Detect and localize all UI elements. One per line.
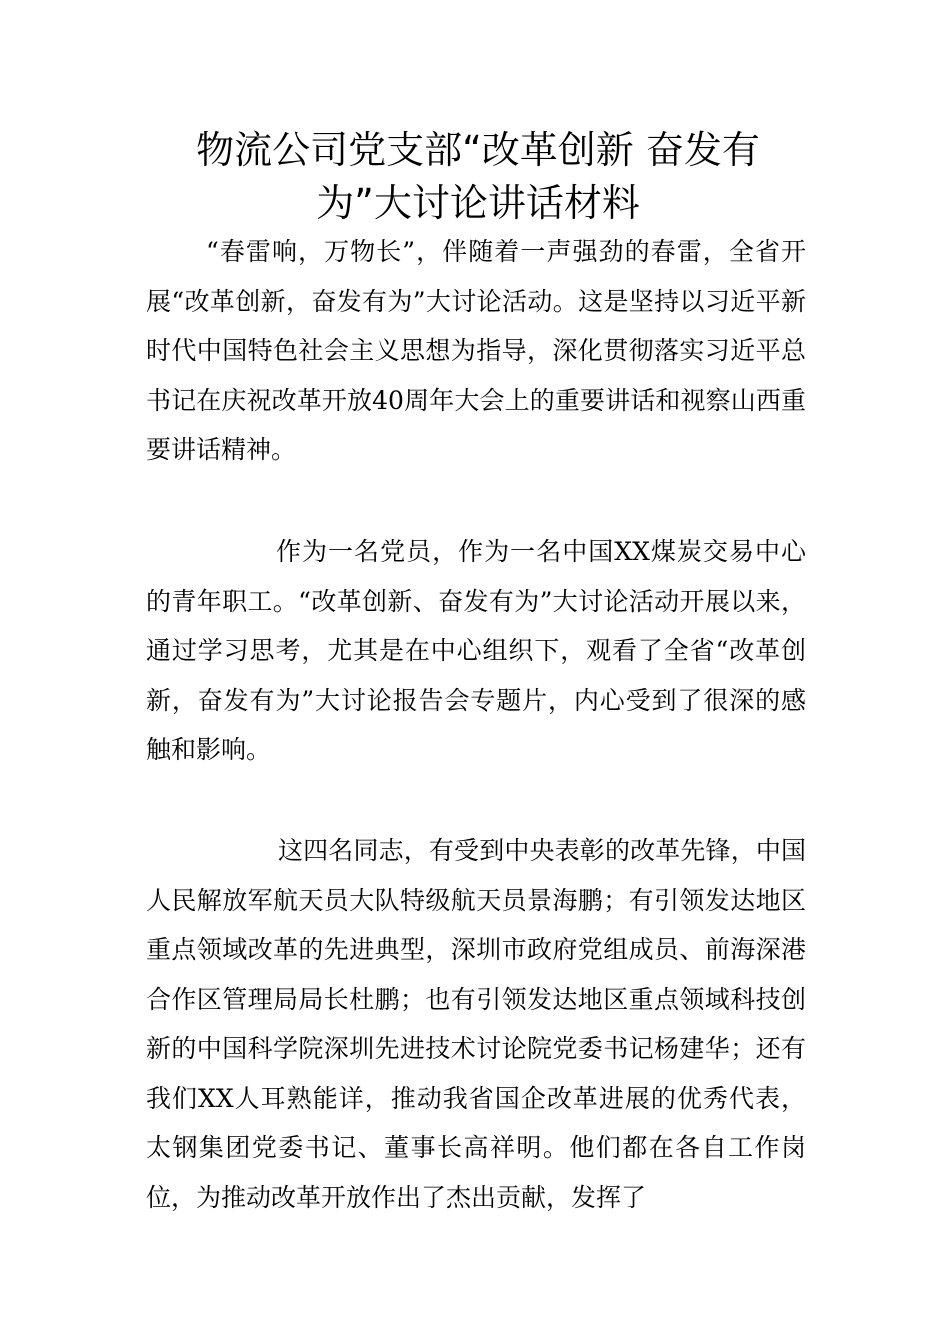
document-title-line-1: 物流公司党支部“改革创新 奋发有 <box>196 128 760 172</box>
body-paragraph-2: 作为一名党员，作为一名中国XX煤炭交易中心的青年职工。“改革创新、奋发有为”大讨论活动开展以来，通过学习思考，尤其是在中心组织下，观看了全省“改革创新，奋发有为”大讨论报告会专题片，内心受到了很深的感触和影响。 <box>146 537 806 764</box>
body-paragraph-1: “春雷响，万物长”，伴随着一声强劲的春雷，全省开展“改革创新，奋发有为”大讨论活动。这是坚持以习近平新时代中国特色社会主义思想为指导，深化贯彻落实习近平总书记在庆祝改革开放40周年大会上的重要讲话和视察山西重要讲话精神。 <box>146 237 806 464</box>
body-paragraph-3: 这四名同志，有受到中央表彰的改革先锋，中国人民解放军航天员大队特级航天员景海鹏；有引领发达地区重点领域改革的先进典型，深圳市政府党组成员、前海深港合作区管理局局长杜鹏；也有引领发达地区重点领域科技创新的中国科学院深圳先进技术讨论院党委书记杨建华；还有我们XX人耳熟能详，推动我省国企改革进展的优秀代表，太钢集团党委书记、董事长高祥明。他们都在各自工作岗位，为推动改革开放作出了杰出贡献，发挥了 <box>146 836 806 1212</box>
document-title-line-2: 为”大讨论讲话材料 <box>316 181 640 225</box>
